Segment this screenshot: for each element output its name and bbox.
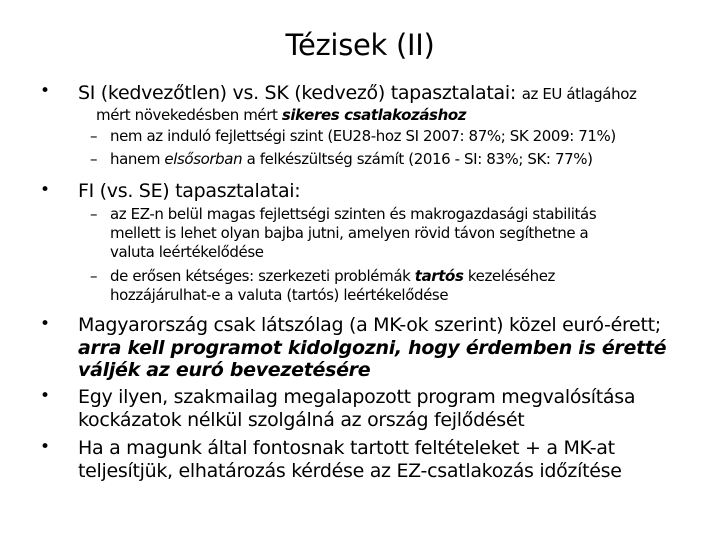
bullet-1-sub-1-marker: – [90,127,98,145]
bullet-3-marker: • [40,314,51,334]
bullet-2-sub-1-line1: az EZ-n belül magas fejlettségi szinten és makrogazdasági stabilitás [110,205,597,223]
bullet-1-line1-small: az EU átlagához [521,85,637,103]
bullet-2-sub-2-line2: hozzájárulhat-e a valuta (tartós) leértékelődése [110,286,449,304]
bullet-2-text: FI (vs. SE) tapasztalatai: [78,180,301,202]
bullet-5-line2: teljesítjük, elhatározás kérdése az EZ-csatlakozás időzítése [78,460,622,482]
bullet-2-sub-1-line2: mellett is lehet olyan bajba jutni, amelyen rövid távon segíthetne a [110,224,589,242]
bullet-2-sub-2-a: de erősen kétséges: szerkezeti problémák [110,267,415,285]
bullet-2-sub-1-marker: – [90,205,98,223]
bullet-1-sub-1-text: nem az induló fejlettségi szint (EU28-hoz SI 2007: 87%; SK 2009: 71%) [110,127,616,145]
slide-title: Tézisek (II) [285,28,435,62]
bullet-4-marker: • [40,386,51,406]
bullet-3-line2 [78,337,666,359]
bullet-3-line3 [78,359,370,381]
bullet-2-sub-2-marker: – [90,267,98,285]
bullet-5-marker: • [40,437,51,457]
bullet-1-sub-2-marker: – [90,150,98,168]
bullet-4-line1: Egy ilyen, szakmailag megalapozott program megvalósítása [78,386,636,408]
bullet-2-sub-2-c: kezeléséhez [463,267,555,285]
bullet-1-sub-2-a: hanem [110,150,165,168]
bullet-1-sub-2-c: a felkészültség számít (2016 - SI: 83%; SK: 77%) [242,150,593,168]
bullet-2-marker: • [40,180,51,200]
bullet-1-text [78,82,636,104]
bullet-3-line1: Magyarország csak látszólag (a MK-ok szerint) közel euró-érett; [78,314,661,336]
bullet-2-sub-2-emphasis: tartós [414,267,464,285]
bullet-1-sub-2-text [110,150,593,169]
bullet-3-line3-emphasis: váljék az euró bevezetésére [78,359,371,381]
bullet-1-marker: • [40,81,51,101]
bullet-1-line2-plain: mért növekedésben mért [96,106,282,124]
bullet-5-line1: Ha a magunk által fontosnak tartott feltételeket + a MK-at [78,437,615,459]
bullet-1-line2-emphasis: sikeres csatlakozáshoz [281,106,467,124]
bullet-4-line2: kockázatok nélkül szolgálná az ország fejlődését [78,409,525,431]
bullet-1-line1-main: SI (kedvezőtlen) vs. SK (kedvező) tapasztalatai: [78,82,522,104]
bullet-1-sub-2-emphasis: elsősorban [164,150,243,168]
bullet-2-sub-1-line3: valuta leértékelődése [110,243,264,261]
bullet-3-line2-emphasis: arra kell programot kidolgozni, hogy érdemben is éretté [78,337,667,359]
bullet-1-line2 [96,106,466,125]
bullet-2-sub-2-line1 [110,267,555,286]
